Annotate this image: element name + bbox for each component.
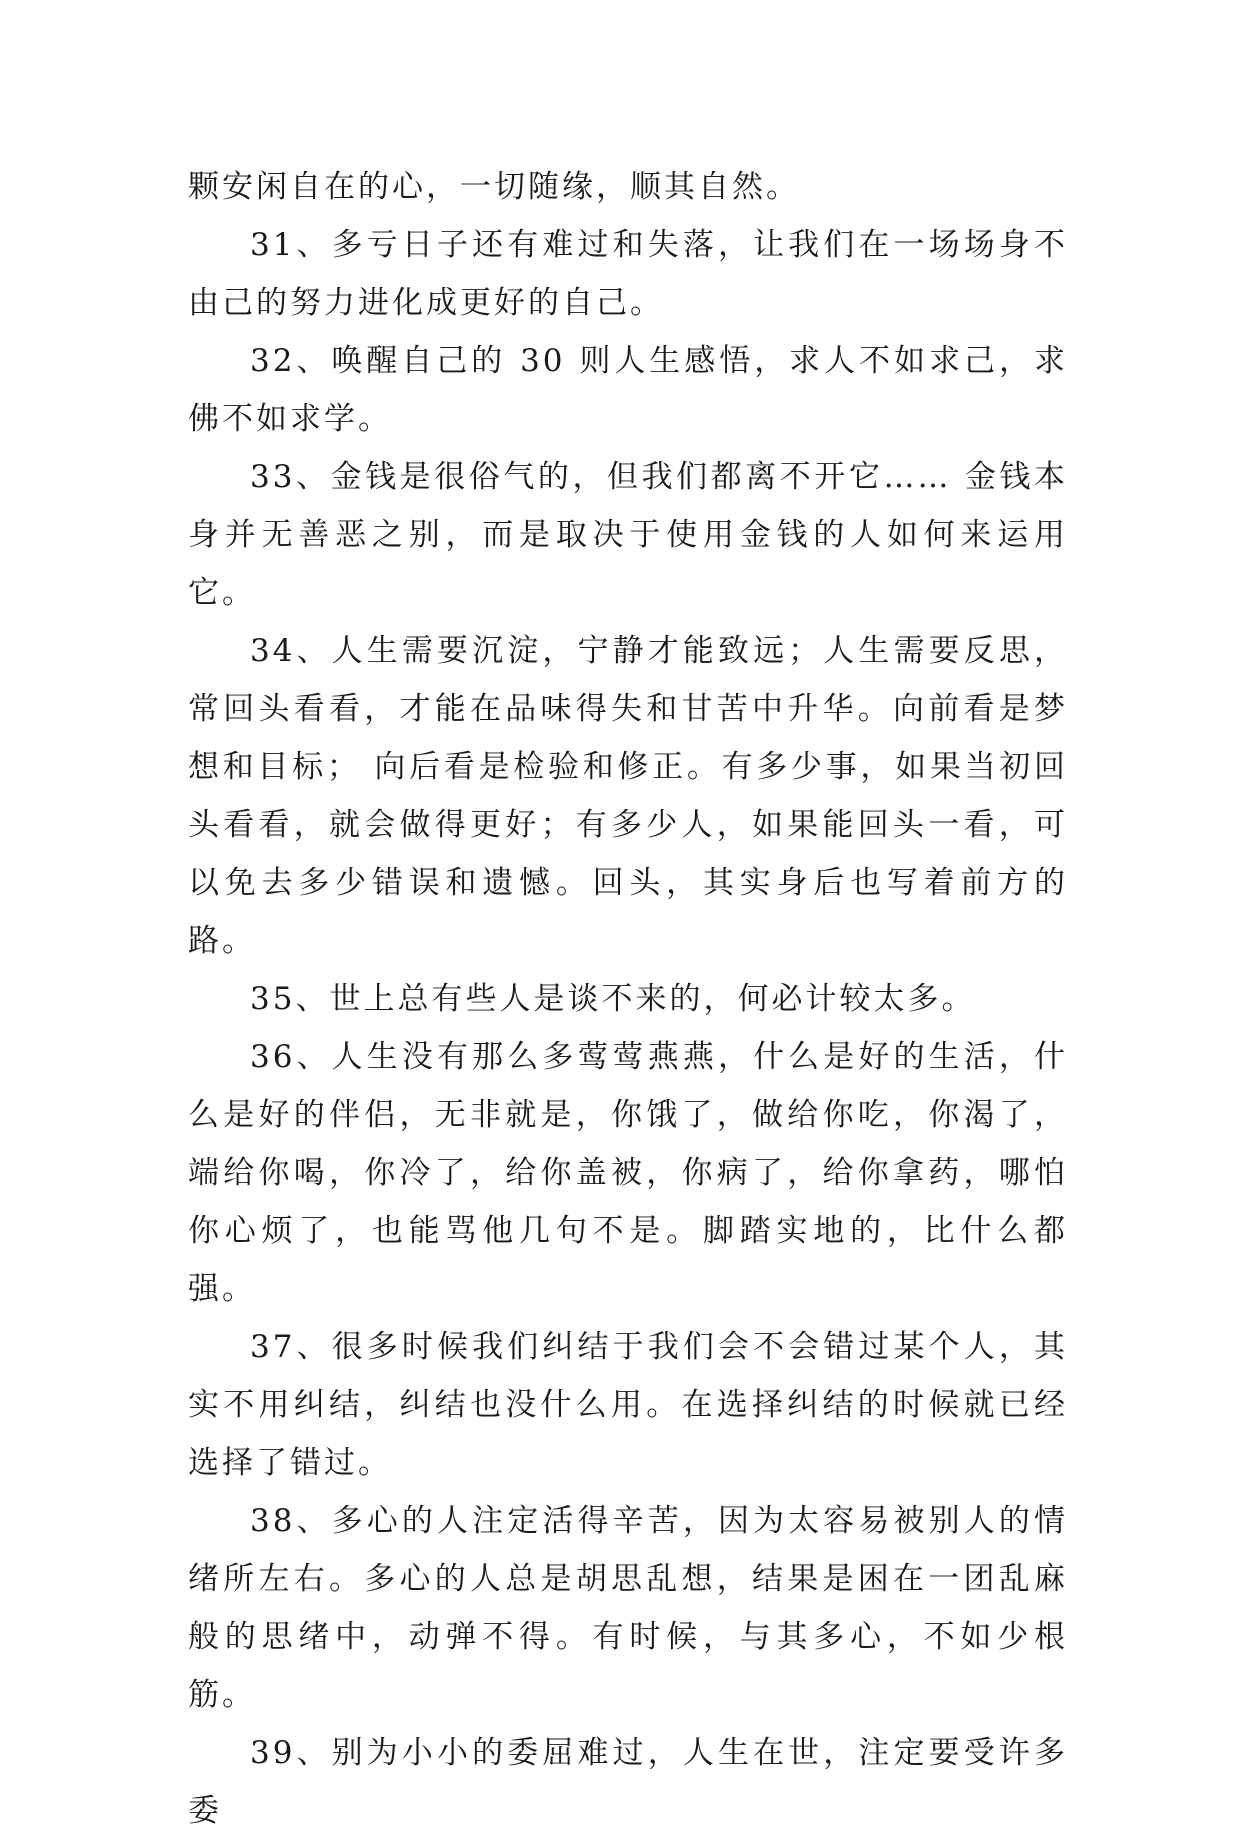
paragraph-32: 32、唤醒自己的 30 则人生感悟，求人不如求己，求佛不如求学。	[188, 343, 1068, 437]
paragraph-37: 37、很多时候我们纠结于我们会不会错过某个人，其实不用纠结，纠结也没什么用。在选择纠结的时候就已经选择了错过。	[188, 1329, 1068, 1481]
paragraph-38: 38、多心的人注定活得辛苦，因为太容易被别人的情绪所左右。多心的人总是胡思乱想，结果是困在一团乱麻般的思绪中，动弹不得。有时候，与其多心，不如少根筋。	[188, 1503, 1068, 1713]
paragraph-35: 35、世上总有些人是谈不来的，何必计较太多。	[250, 981, 976, 1017]
paragraph-39: 39、别为小小的委屈难过，人生在世，注定要受许多委	[188, 1735, 1068, 1829]
paragraph-31: 31、多亏日子还有难过和失落，让我们在一场场身不由己的努力进化成更好的自己。	[188, 227, 1068, 321]
paragraph-36: 36、人生没有那么多莺莺燕燕，什么是好的生活，什么是好的伴侣，无非就是，你饿了，做给你吃，你渴了，端给你喝，你冷了，给你盖被，你病了，给你拿药，哪怕你心烦了，也能骂他几句不是。脚踏实地的，比什么都强。	[188, 1039, 1068, 1307]
document-body	[188, 158, 1068, 1840]
paragraph-34: 34、人生需要沉淀，宁静才能致远；人生需要反思，常回头看看，才能在品味得失和甘苦中升华。向前看是梦想和目标； 向后看是检验和修正。有多少事，如果当初回头看看，就会做得更好；有多少人，如果能回头一看，可以免去多少错误和遗憾。回头，其实身后也写着前方的路。	[188, 633, 1068, 959]
paragraph-continued: 颗安闲自在的心，一切随缘，顺其自然。	[188, 169, 800, 205]
paragraph-33: 33、金钱是很俗气的，但我们都离不开它…… 金钱本身并无善恶之别，而是取决于使用金钱的人如何来运用它。	[188, 459, 1068, 611]
